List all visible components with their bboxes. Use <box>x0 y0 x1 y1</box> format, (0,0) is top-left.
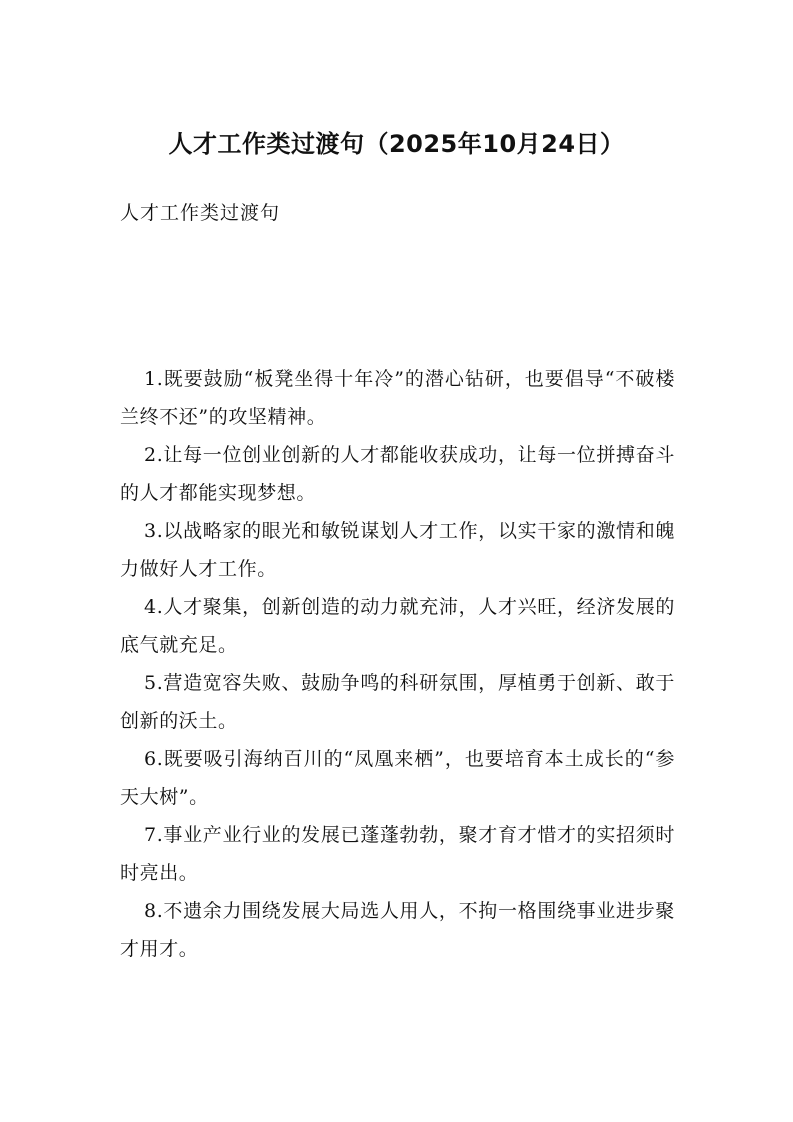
list-item: 7.事业产业行业的发展已蓬蓬勃勃，聚才育才惜才的实招须时时亮出。 <box>120 824 675 884</box>
list-item: 4.人才聚集，创新创造的动力就充沛，人才兴旺，经济发展的底气就充足。 <box>120 596 675 656</box>
list-item: 5.营造宽容失败、鼓励争鸣的科研氛围，厚植勇于创新、敢于创新的沃土。 <box>120 672 675 732</box>
list-item: 8.不遗余力围绕发展大局选人用人，不拘一格围绕事业进步聚才用才。 <box>120 900 675 960</box>
list-item: 2.让每一位创业创新的人才都能收获成功，让每一位拼搏奋斗的人才都能实现梦想。 <box>120 444 675 504</box>
document-title: 人才工作类过渡句（2025年10月24日） <box>168 130 625 158</box>
document-subtitle: 人才工作类过渡句 <box>120 202 281 224</box>
list-item: 6.既要吸引海纳百川的“凤凰来栖”，也要培育本土成长的“参天大树”。 <box>120 748 675 808</box>
list-item: 1.既要鼓励“板凳坐得十年冷”的潜心钻研，也要倡导“不破楼兰终不还”的攻坚精神。 <box>120 368 675 428</box>
list-item: 3.以战略家的眼光和敏锐谋划人才工作，以实干家的激情和魄力做好人才工作。 <box>120 520 675 580</box>
transition-sentence-list <box>120 360 675 968</box>
